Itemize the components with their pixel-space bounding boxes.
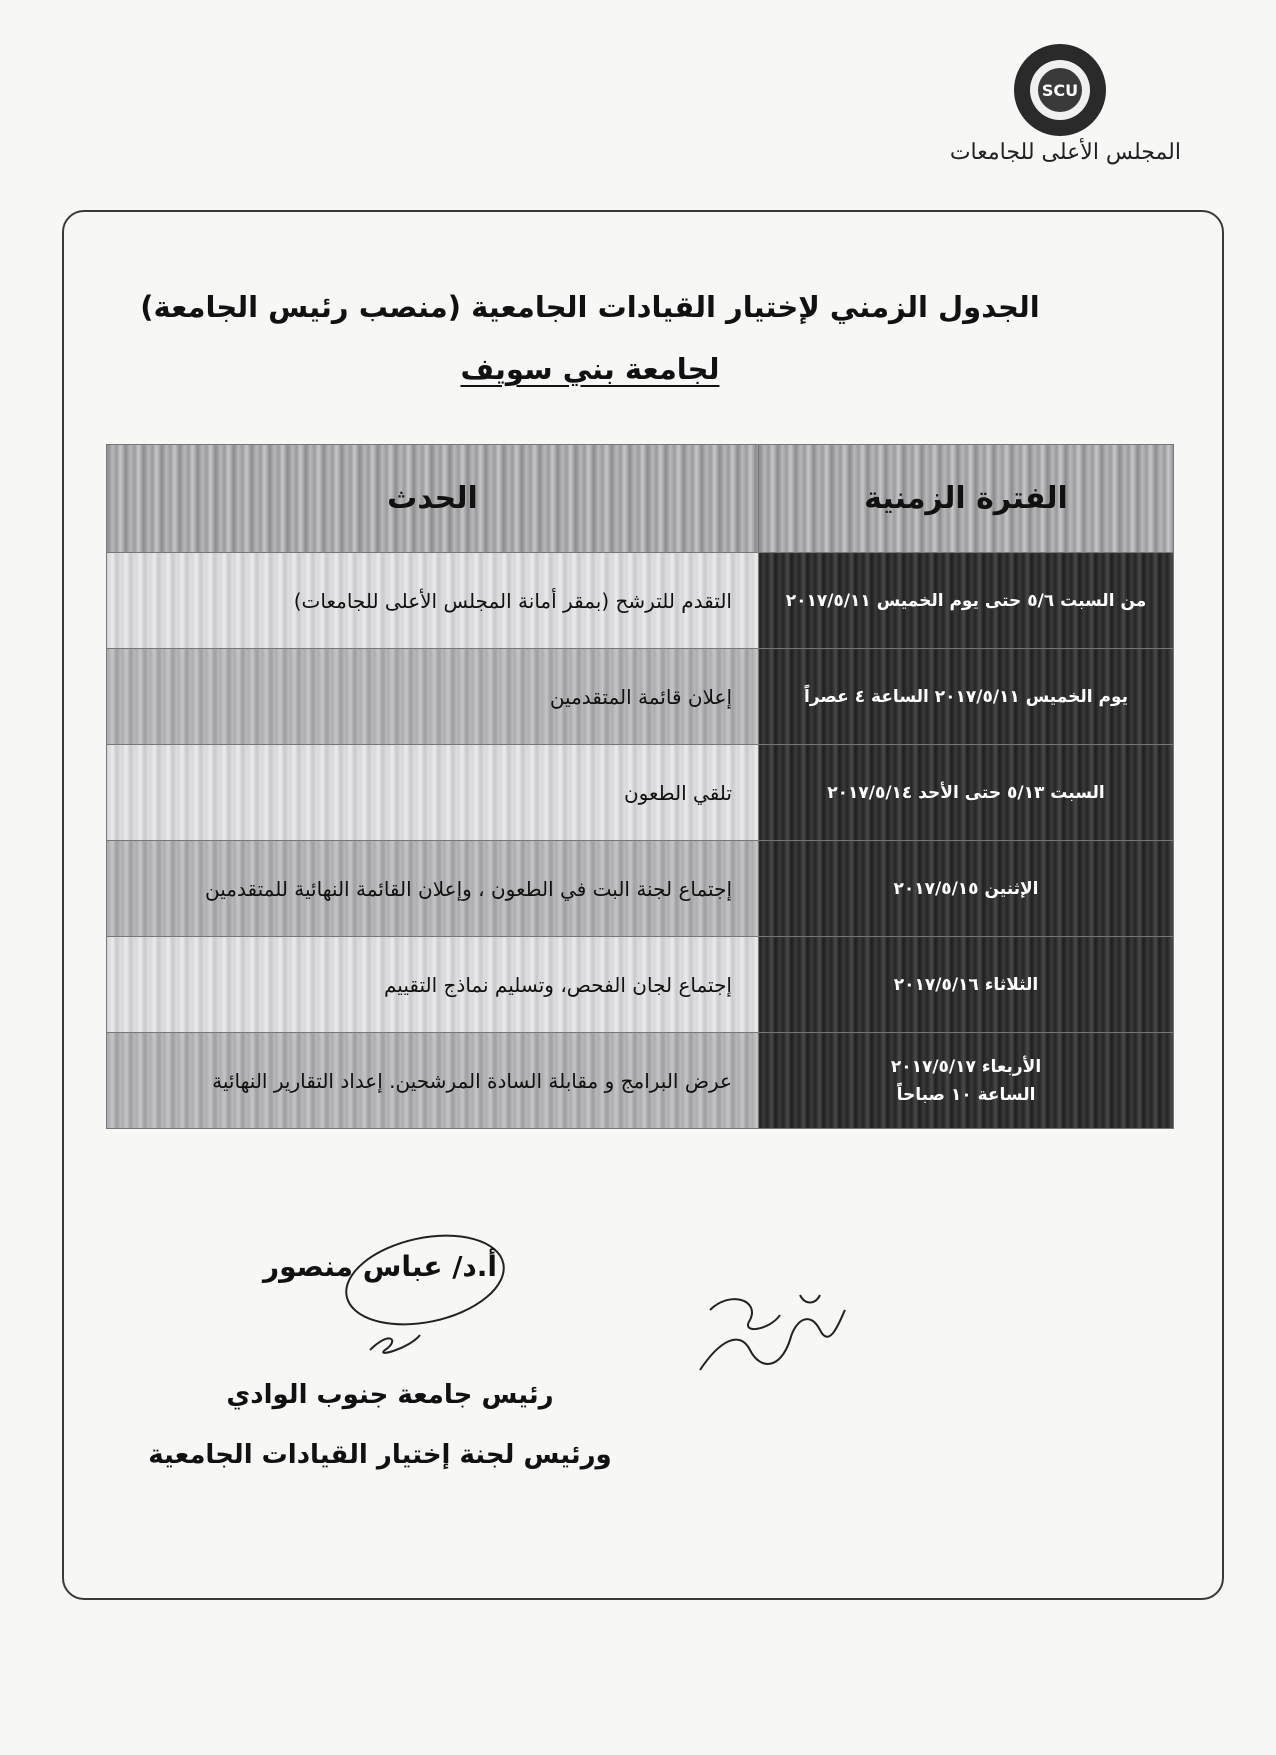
table-row (107, 937, 1174, 1033)
event-cell: إجتماع لجنة البت في الطعون ، وإعلان القائمة النهائية للمتقدمين (107, 841, 759, 937)
handwritten-approval (680, 1280, 860, 1390)
header-event: الحدث (107, 445, 759, 553)
period-text: الأربعاء ٢٠١٧/٥/١٧ (890, 1056, 1042, 1077)
council-caption: المجلس الأعلى للجامعات (949, 140, 1181, 165)
period-cell (759, 1033, 1174, 1129)
schedule-table (106, 444, 1174, 1129)
document-title: الجدول الزمني لإختيار القيادات الجامعية (منصب رئيس الجامعة) (140, 290, 1040, 324)
event-cell: إجتماع لجان الفحص، وتسليم نماذج التقييم (107, 937, 759, 1033)
council-logo (1010, 40, 1110, 140)
period-cell (759, 841, 1174, 937)
table-header-row (107, 445, 1174, 553)
event-cell: تلقي الطعون (107, 745, 759, 841)
period-text: الثلاثاء ٢٠١٧/٥/١٦ (893, 974, 1039, 995)
table-row (107, 553, 1174, 649)
period-text: من السبت ٥/٦ حتى يوم الخميس ٢٠١٧/٥/١١ (785, 590, 1147, 611)
svg-text:SCU: SCU (1041, 81, 1079, 100)
period-text: السبت ٥/١٣ حتى الأحد ٢٠١٧/٥/١٤ (827, 782, 1105, 803)
header-period: الفترة الزمنية (759, 445, 1174, 553)
period-cell (759, 937, 1174, 1033)
period-time-text: الساعة ١٠ صباحاً (896, 1084, 1036, 1105)
table-row (107, 841, 1174, 937)
signatory-name: أ.د/ عباس منصور (262, 1250, 498, 1283)
event-cell: عرض البرامج و مقابلة السادة المرشحين. إعداد التقارير النهائية (107, 1033, 759, 1129)
period-text: يوم الخميس ٢٠١٧/٥/١١ الساعة ٤ عصراً (804, 686, 1128, 707)
signatory-title: رئيس جامعة جنوب الوادي (226, 1380, 554, 1410)
period-cell (759, 745, 1174, 841)
period-text: الإثنين ٢٠١٧/٥/١٥ (893, 878, 1039, 899)
event-cell: إعلان قائمة المتقدمين (107, 649, 759, 745)
period-cell (759, 553, 1174, 649)
signatory-committee-title: ورئيس لجنة إختيار القيادات الجامعية (148, 1440, 612, 1470)
table-row (107, 1033, 1174, 1129)
period-cell (759, 649, 1174, 745)
table-row (107, 745, 1174, 841)
event-cell: التقدم للترشح (بمقر أمانة المجلس الأعلى للجامعات) (107, 553, 759, 649)
table-row (107, 649, 1174, 745)
document-subtitle: لجامعة بني سويف (460, 352, 720, 386)
